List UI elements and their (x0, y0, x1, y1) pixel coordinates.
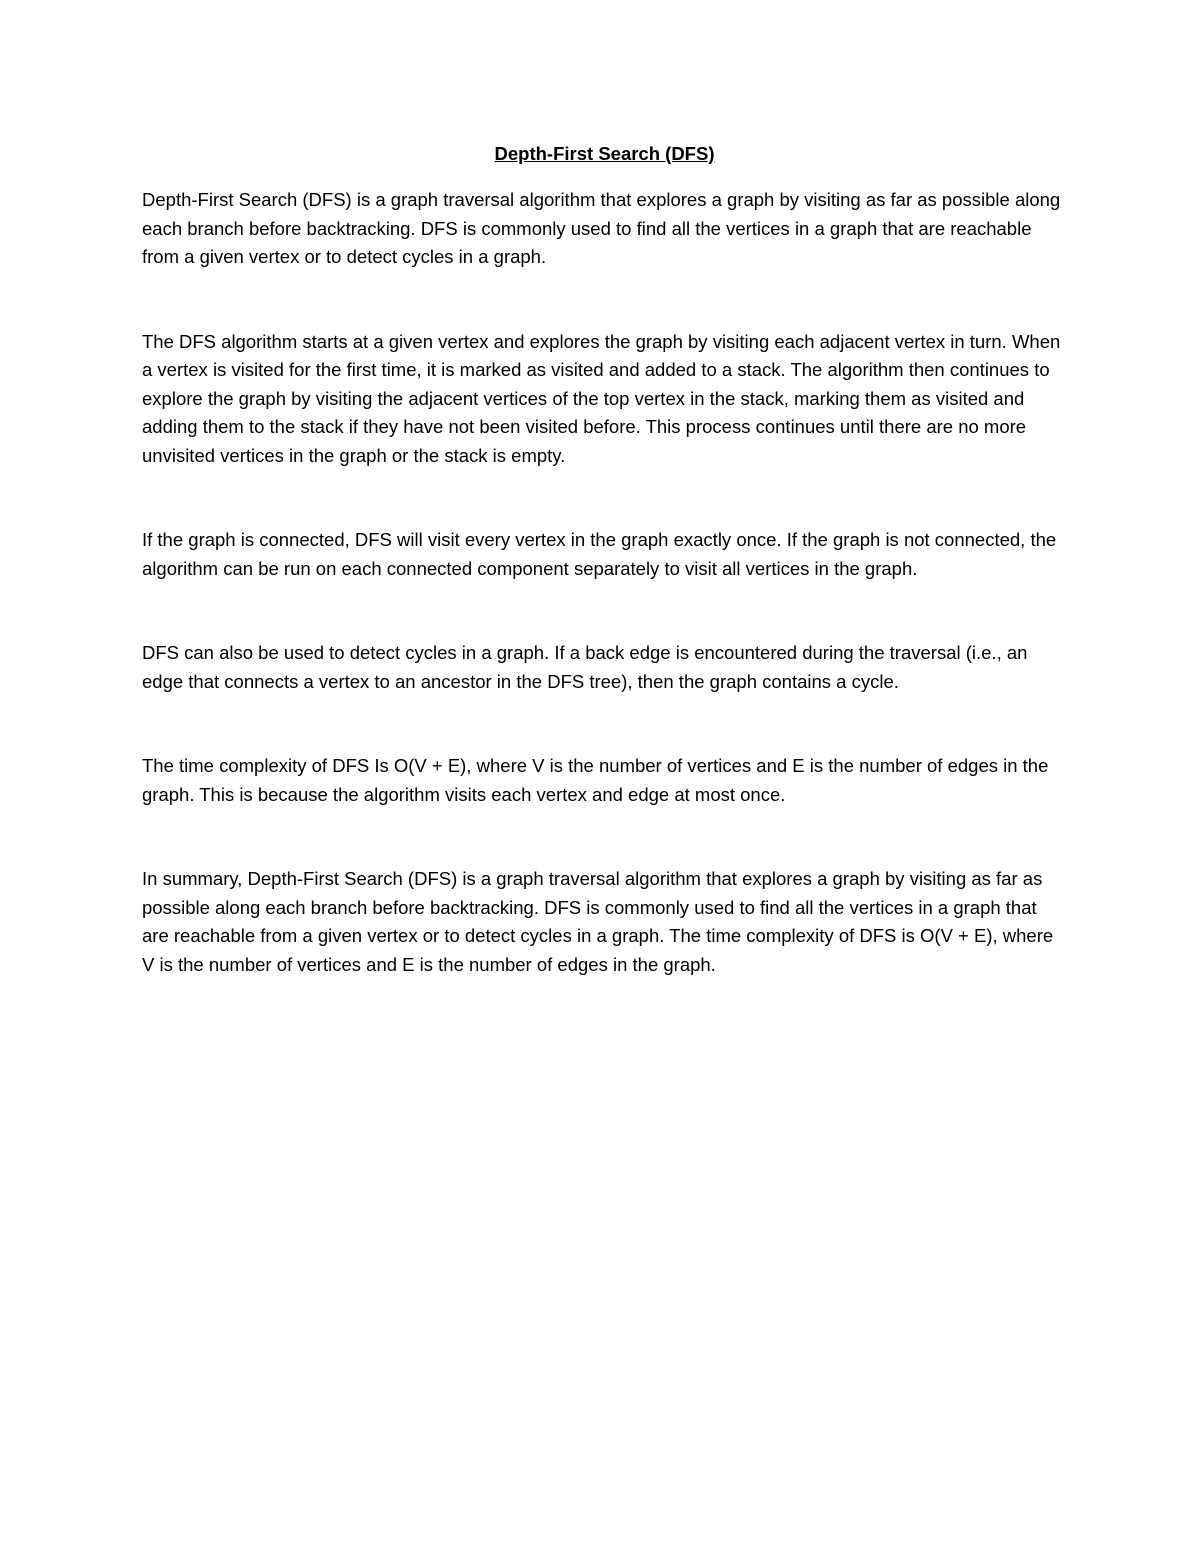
paragraph-cycles: DFS can also be used to detect cycles in a graph. If a back edge is encountered during the traversal (i.e., an edge that connects a vertex to an ancestor in the DFS tree), then the graph contains a cycle. (142, 642, 1028, 692)
paragraph-summary: In summary, Depth-First Search (DFS) is a graph traversal algorithm that explores a graph by visiting as far as possible along each branch before backtracking. DFS is commonly used to find all the vertices in a graph that are reachable from a given vertex or to detect cycles in a graph. The time complexity of DFS is O(V + E), where V is the number of vertices and E is the number of edges in the graph. (142, 868, 1054, 975)
document-title: Depth-First Search (DFS) (494, 143, 715, 164)
paragraph-complexity: The time complexity of DFS Is O(V + E), where V is the number of vertices and E is the number of edges in the graph. This is because the algorithm visits each vertex and edge at most once. (142, 755, 1049, 805)
paragraph-connectivity: If the graph is connected, DFS will visit every vertex in the graph exactly once. If the graph is not connected, the algorithm can be run on each connected component separately to visit all vertices in the graph. (142, 529, 1057, 579)
document-body (142, 140, 1067, 1035)
paragraph-algorithm: The DFS algorithm starts at a given vertex and explores the graph by visiting each adjacent vertex in turn. When a vertex is visited for the first time, it is marked as visited and added to a stack. The algorithm then continues to explore the graph by visiting the adjacent vertices of the top vertex in the stack, marking them as visited and adding them to the stack if they have not been visited before. This process continues until there are no more unvisited vertices in the graph or the stack is empty. (142, 330, 1061, 466)
paragraph-intro: Depth-First Search (DFS) is a graph traversal algorithm that explores a graph by visiting as far as possible along each branch before backtracking. DFS is commonly used to find all the vertices in a graph that are reachable from a given vertex or to detect cycles in a graph. (142, 189, 1061, 267)
